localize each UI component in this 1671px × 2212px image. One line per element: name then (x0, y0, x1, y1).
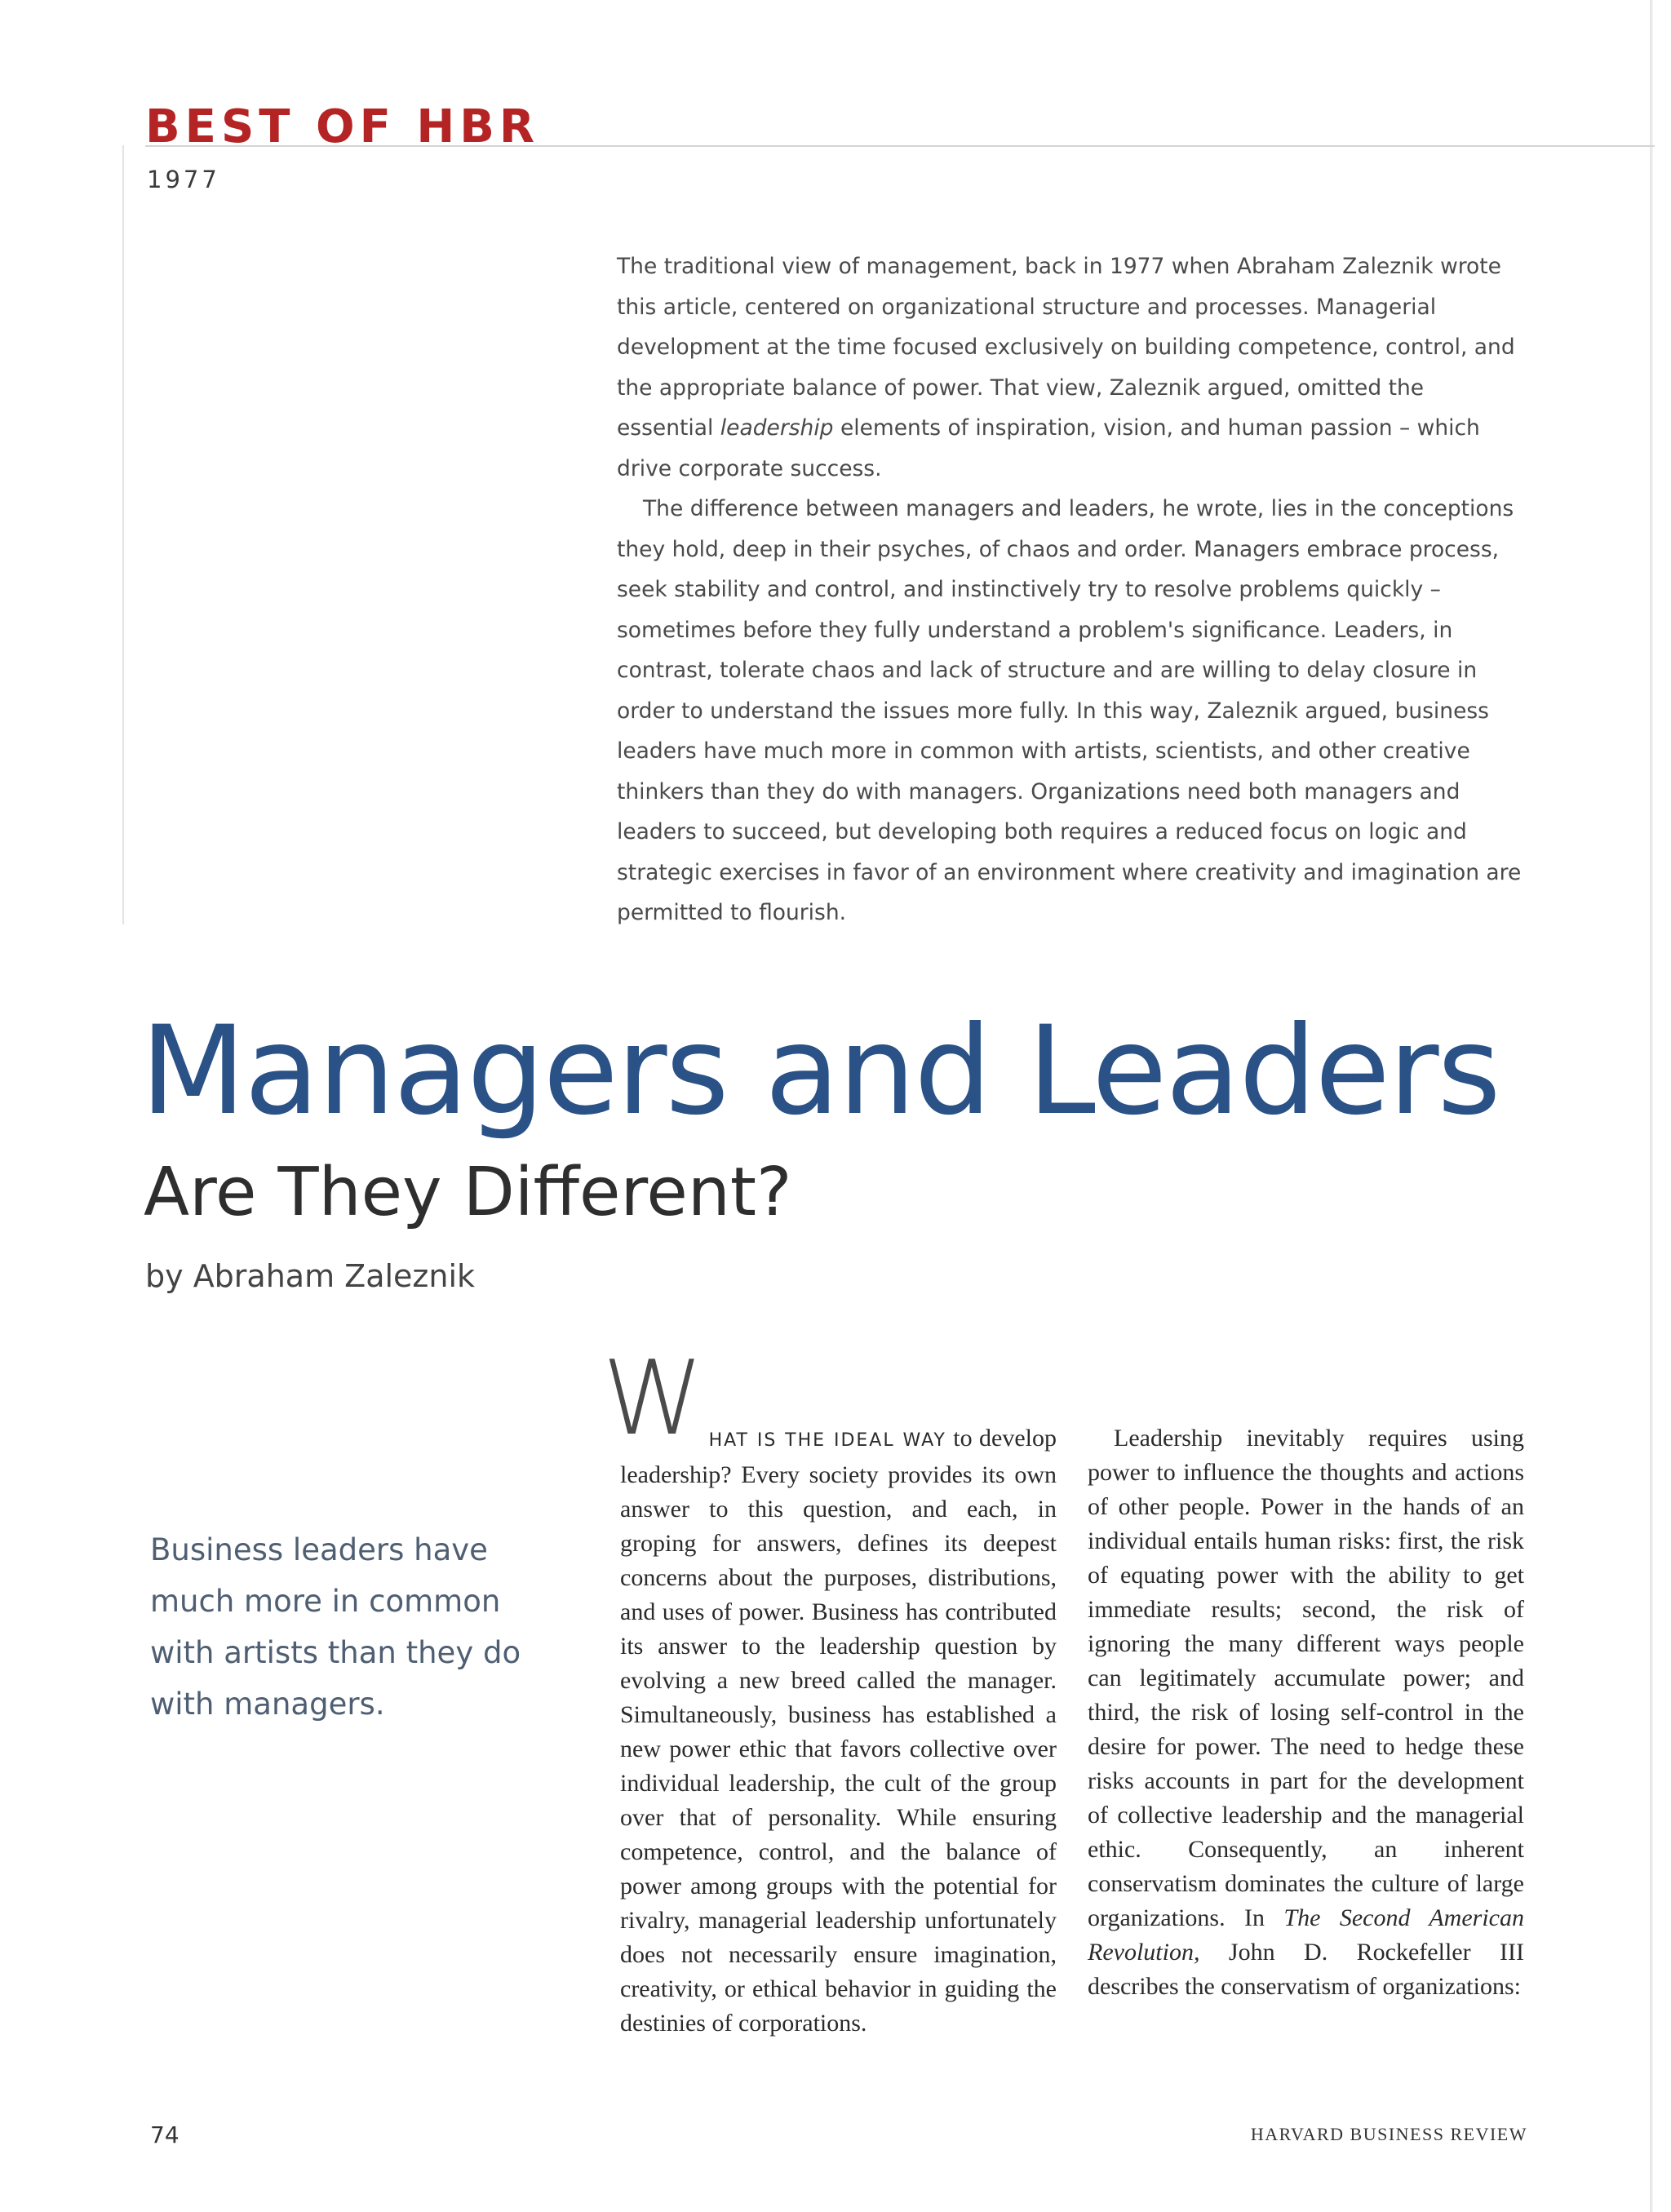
intro-emphasis: leadership (720, 415, 834, 441)
page-edge (1650, 0, 1653, 2212)
article-subtitle: Are They Different? (144, 1154, 792, 1231)
drop-cap: W (602, 1338, 704, 1458)
body-column-2 (1088, 1421, 1524, 2004)
book-title: The Second American Revolution, (1088, 1904, 1524, 1966)
running-footer: HARVARD BUSINESS REVIEW (1250, 2124, 1527, 2144)
intro-deck (617, 246, 1523, 933)
body-column-1 (602, 1338, 1057, 2041)
page-number: 74 (150, 2121, 180, 2148)
article-title: Managers and Leaders (140, 1000, 1500, 1142)
intro-paragraph-1: The traditional view of management, back in 1977 when Abraham Zaleznik wrote this article, centered on organizational structure and processes. Managerial development at the time focused exclusively on building competence, control, and the appropriate balance of power. That view, Zaleznik argued, omitted the essential leadership elements of inspiration, vision, and human passion – which drive corporate success. (617, 254, 1515, 481)
pull-quote: Business leaders have much more in common with artists than they do with managers. (150, 1532, 521, 1722)
section-label: BEST OF HBR (145, 100, 539, 153)
body-paragraph: WHAT IS THE IDEAL WAY to develop leadership? Every society provides its own answer to this question, and each, in groping for answers, defines its deepest concerns about the purposes, distributions, and uses of power. Business has contributed its answer to the leadership question by evolving a new breed called the manager. Simultaneously, business has established a new power ethic that favors collective over individual leadership, the cult of the group over that of personality. While ensuring competence, control, and the balance of power among groups with the potential for rivalry, managerial leadership unfortunately does not necessarily ensure imagination, creativity, or ethical behavior in guiding the destinies of corporations. (602, 1338, 1057, 2037)
byline: by Abraham Zaleznik (145, 1258, 476, 1294)
body-paragraph: Leadership inevitably requires using power to influence the thoughts and actions of other people. Power in the hands of an individual entails human risks: first, the risk of equating power with the ability to get immediate results; second, the risk of ignoring the many different ways people can legitimately accumulate power; and third, the risk of losing self-control in the desire for power. The need to hedge these risks accounts in part for the development of collective leadership and the managerial ethic. Consequently, an inherent conservatism dominates the culture of large organizations. In The Second American Revolution, John D. Rockefeller III describes the conservatism of organizations: (1088, 1425, 1524, 2000)
lead-in: HAT IS THE IDEAL WAY (708, 1430, 946, 1451)
intro-side-rule (122, 145, 124, 924)
intro-paragraph-2: The difference between managers and leaders, he wrote, lies in the conceptions they hold, deep in their psyches, of chaos and order. Managers embrace process, seek stability and control, and instinctively try to resolve problems quickly – sometimes before they fully understand a problem's significance. Leaders, in contrast, tolerate chaos and lack of structure and are willing to delay closure in order to understand the issues more fully. In this way, Zaleznik argued, business leaders have much more in common with artists, scientists, and other creative thinkers than they do with managers. Organizations need both managers and leaders to succeed, but developing both requires a reduced focus on logic and strategic exercises in favor of an environment where creativity and imagination are permitted to flourish. (617, 496, 1522, 925)
publication-year: 1977 (147, 166, 220, 193)
